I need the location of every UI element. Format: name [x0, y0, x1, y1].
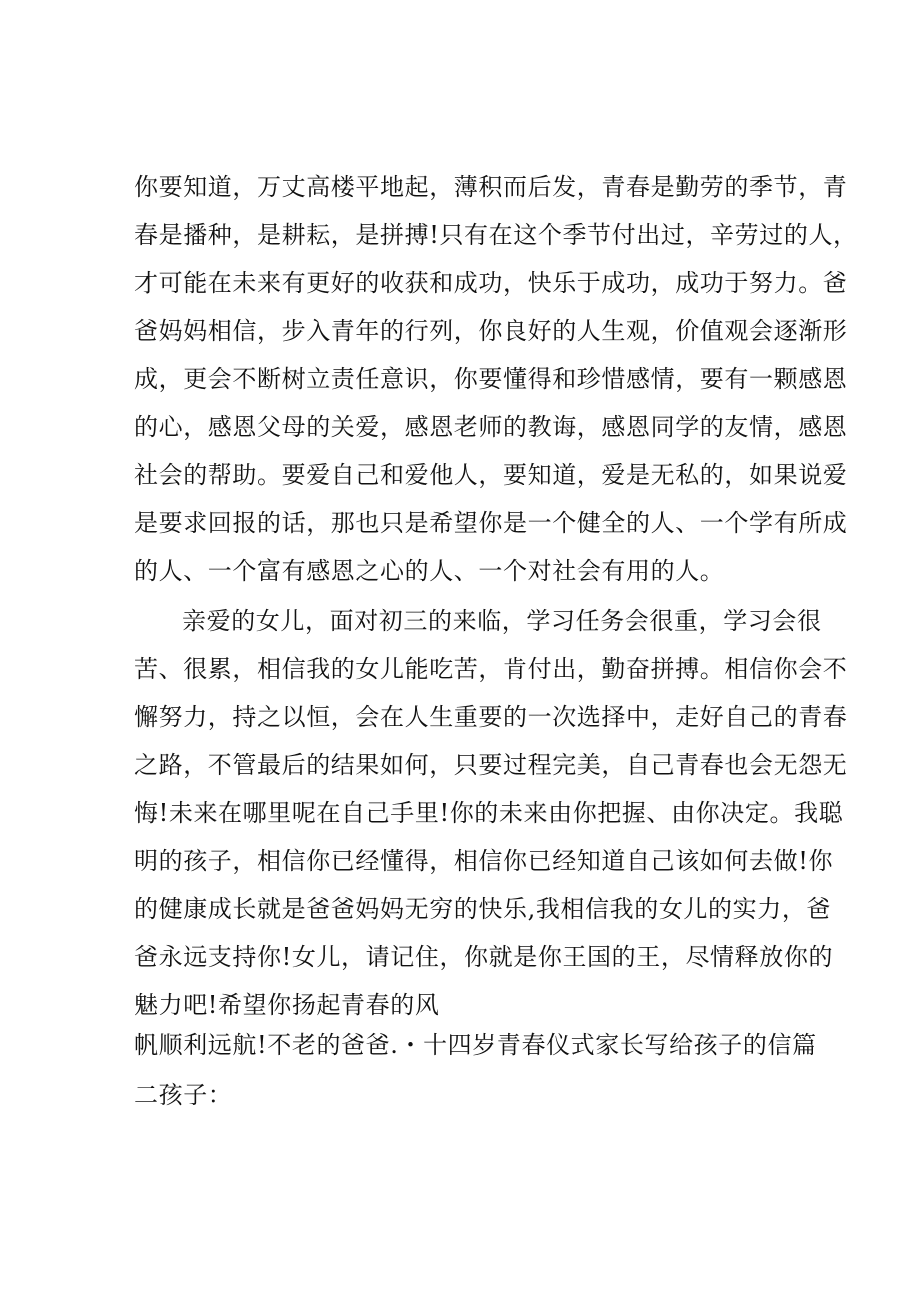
- text-line: 之路，不管最后的结果如何，只要过程完美，自己青春也会无怨无: [134, 751, 848, 779]
- text-line: 是要求回报的话，那也只是希望你是一个健全的人、一个学有所成: [134, 509, 848, 537]
- text-line: 你要知道，万丈高楼平地起，薄积而后发，青春是勤劳的季节，青: [134, 173, 848, 201]
- paragraph-first-line: 亲爱的女儿，面对初三的来临，学习任务会很重，学习会很: [182, 607, 822, 635]
- text-line: 魅力吧!希望你扬起青春的风: [134, 991, 440, 1019]
- text-line: 的心，感恩父母的关爱，感恩老师的教诲，感恩同学的友情，感恩: [134, 413, 848, 441]
- text-line: 社会的帮助。要爱自己和爱他人，要知道，爱是无私的，如果说爱: [134, 461, 848, 489]
- text-line: 明的孩子，相信你已经懂得，相信你已经知道自己该如何去做!你: [134, 847, 834, 875]
- text-line: 成，更会不断树立责任意识，你要懂得和珍惜感情，要有一颗感恩: [134, 365, 848, 393]
- text-line: 悔!未来在哪里呢在自己手里!你的未来由你把握、由你决定。我聪: [134, 799, 844, 827]
- text-line: 的健康成长就是爸爸妈妈无穷的快乐,我相信我的女儿的实力，爸: [134, 895, 832, 923]
- text-line: 才可能在未来有更好的收获和成功，快乐于成功，成功于努力。爸: [134, 269, 848, 297]
- text-line: 的人、一个富有感恩之心的人、一个对社会有用的人。: [134, 557, 725, 585]
- text-line: 春是播种，是耕耘，是拼搏!只有在这个季节付出过，辛劳过的人，: [134, 221, 858, 249]
- text-line: 爸永远支持你!女儿，请记住，你就是你王国的王，尽情释放你的: [134, 943, 834, 971]
- text-line: 苦、很累，相信我的女儿能吃苦，肯付出，勤奋拼搏。相信你会不: [134, 655, 848, 683]
- text-line: 二孩子：: [134, 1081, 233, 1109]
- text-line: 爸妈妈相信，步入青年的行列，你良好的人生观，价值观会逐渐形: [134, 317, 848, 345]
- text-line: 帆顺利远航!不老的爸爸.・十四岁青春仪式家长写给孩子的信篇: [134, 1031, 817, 1059]
- text-line: 懈努力，持之以恒，会在人生重要的一次选择中，走好自己的青春: [134, 703, 848, 731]
